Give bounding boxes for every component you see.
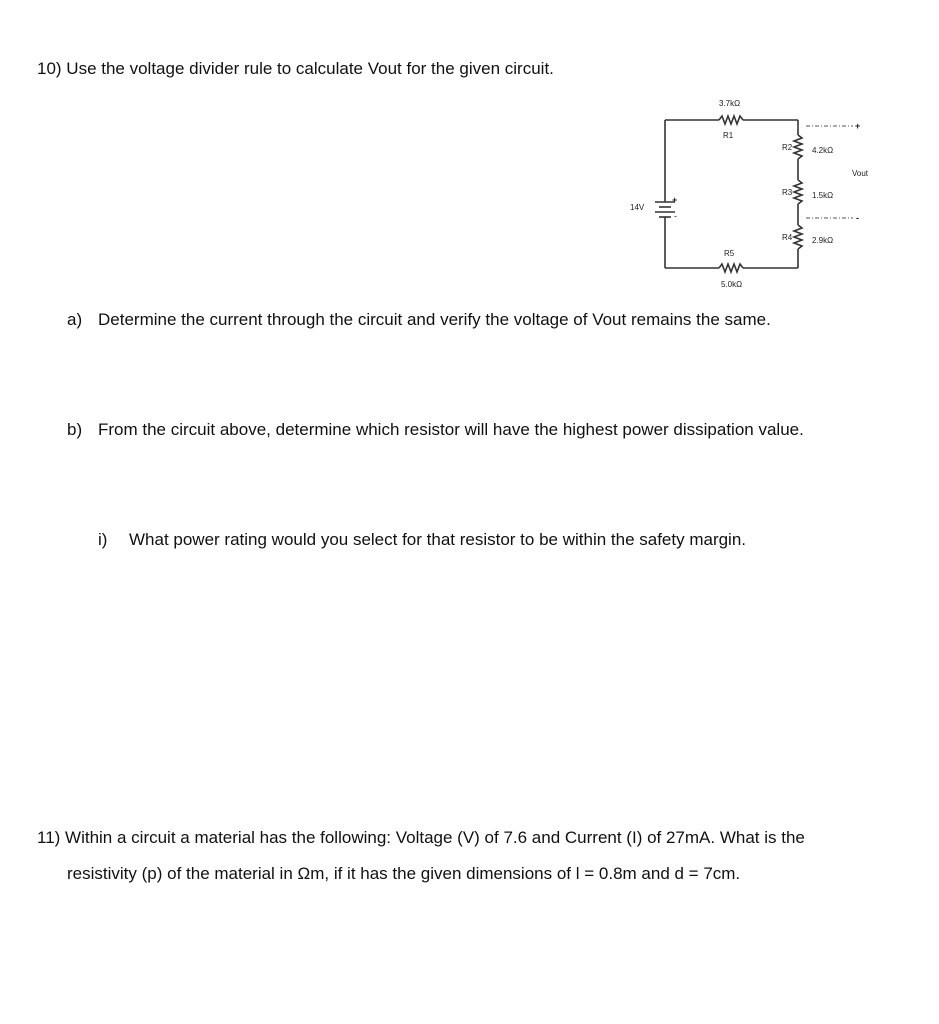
question-11-line-2: resistivity (p) of the material in Ωm, if it has the given dimensions of l = 0.8m and d = 7cm. <box>67 864 741 883</box>
voltage-divider-circuit-diagram <box>620 90 880 300</box>
part-b-i-label: i) <box>98 530 108 549</box>
part-b-question: From the circuit above, determine which resistor will have the highest power dissipation value. <box>98 420 804 439</box>
r3-name-label: R3 <box>782 188 793 197</box>
r4-value-label: 2.9kΩ <box>812 236 834 245</box>
source-voltage-label: 14V <box>630 203 645 212</box>
r5-name-label: R5 <box>724 249 735 258</box>
part-a-question: Determine the current through the circuit and verify the voltage of Vout remains the same. <box>98 310 771 329</box>
battery-plus-sign: + <box>672 195 678 205</box>
r4-name-label: R4 <box>782 233 793 242</box>
r5-value-label: 5.0kΩ <box>721 280 743 289</box>
part-b-label: b) <box>67 420 83 439</box>
question-11-line-1: 11) Within a circuit a material has the following: Voltage (V) of 7.6 and Current (I) of 27mA. What is the <box>37 828 805 847</box>
question-10-title: 10) Use the voltage divider rule to calculate Vout for the given circuit. <box>37 59 554 78</box>
part-a-label: a) <box>67 310 83 329</box>
r1-value-label: 3.7kΩ <box>719 99 741 108</box>
r4-resistor-symbol <box>794 225 802 249</box>
part-b-i-question: What power rating would you select for that resistor to be within the safety margin. <box>129 530 747 549</box>
vout-minus-sign: - <box>856 213 859 223</box>
r2-resistor-symbol <box>794 135 802 159</box>
r3-resistor-symbol <box>794 180 802 204</box>
battery-minus-sign: - <box>674 211 677 221</box>
r5-resistor-symbol <box>719 264 743 272</box>
r3-value-label: 1.5kΩ <box>812 191 834 200</box>
vout-label: Vout <box>852 169 869 178</box>
r2-value-label: 4.2kΩ <box>812 146 834 155</box>
vout-plus-sign: + <box>855 121 861 131</box>
r1-resistor-symbol <box>719 116 743 124</box>
r2-name-label: R2 <box>782 143 793 152</box>
r1-name-label: R1 <box>723 131 734 140</box>
